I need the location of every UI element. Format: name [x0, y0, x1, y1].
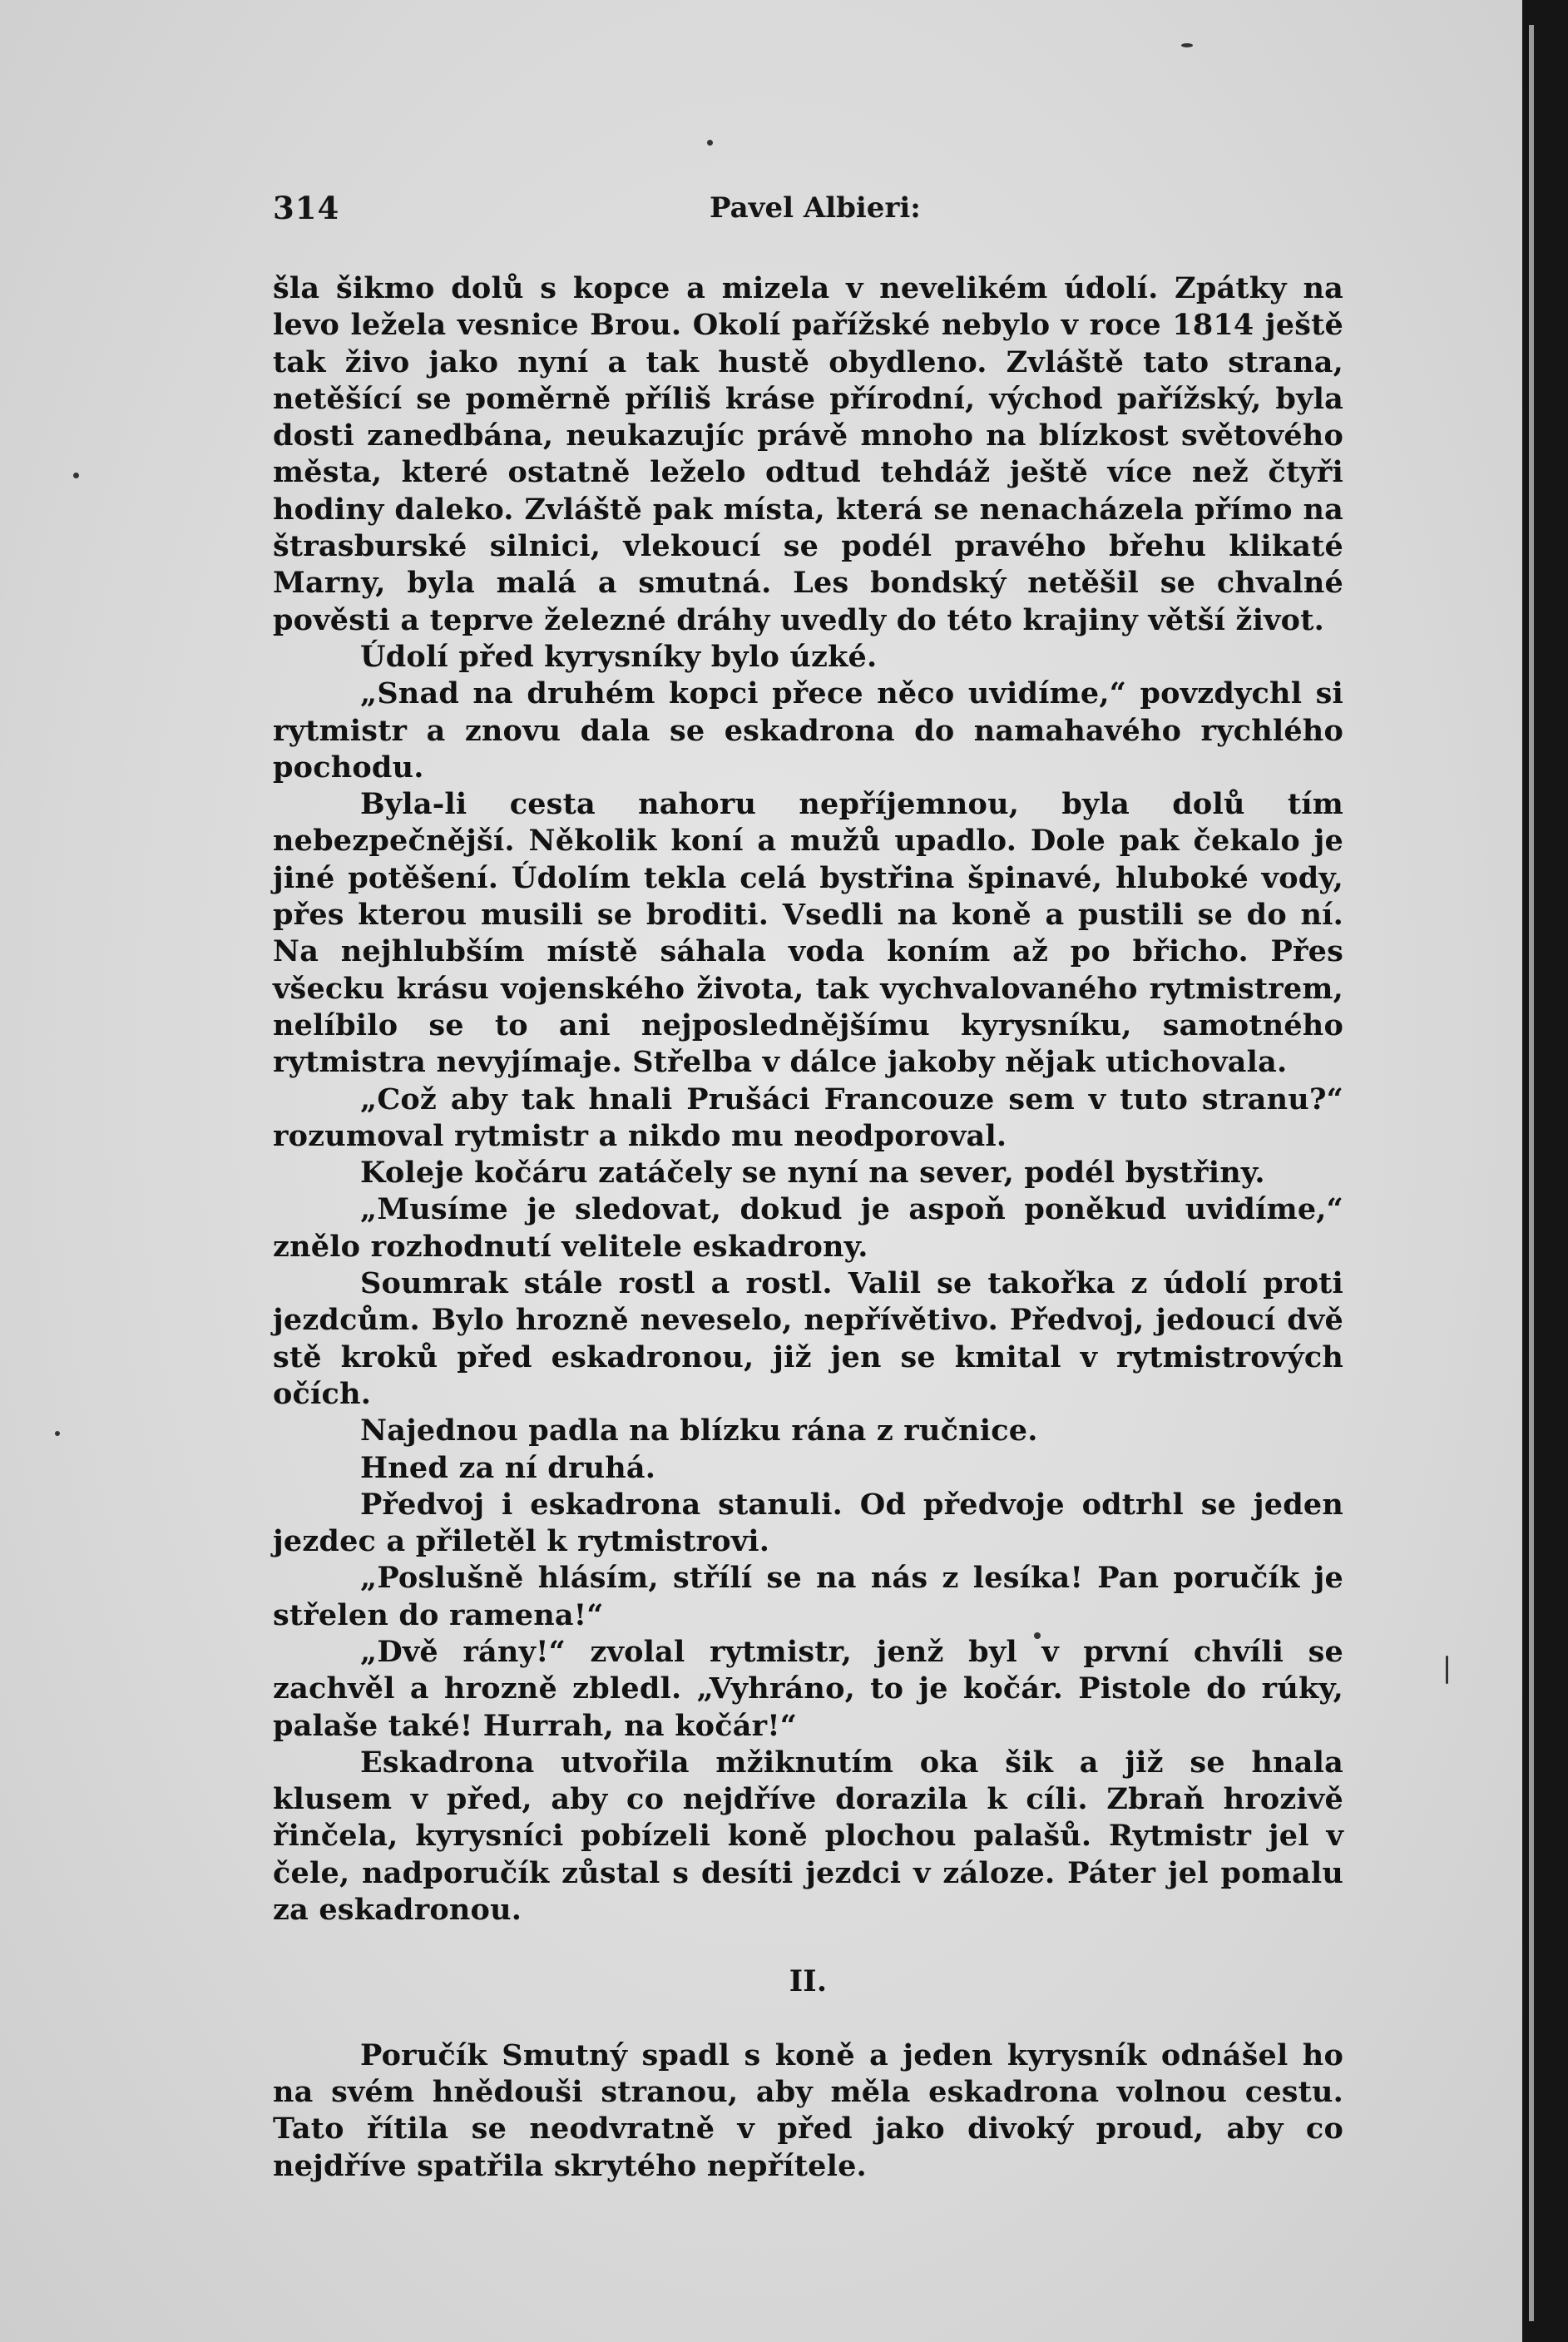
paragraph: Najednou padla na blízku rána z ručnice.	[360, 1414, 1038, 1448]
paragraph: Hned za ní druhá.	[360, 1450, 656, 1485]
page-number: 314	[273, 190, 340, 226]
paragraph: šla šikmo dolů s kopce a mizela v nevelikém údolí. Zpátky na levo ležela vesnice Brou. Okolí pařížské nebylo v roce 1814 ještě tak živo jako nyní a tak hustě obydleno. Zvláště tato strana, netěšící se poměrně příliš kráse přírodní, východ pařížský, byla dosti zanedbána, neukazujíc právě mnoho na blízkost světového města, které ostatně leželo odtud tehdáž ještě více než čtyři hodiny daleko. Zvláště pak místa, která se nenacházela přímo na štrasburské silnici, vlekoucí se podél pravého břehu klikaté Marny, byla malá a smutná. Les bondský netěšil se chvalné pověsti a teprve železné dráhy uvedly do této krajiny větší život.	[273, 271, 1343, 637]
paragraph: „Dvě rány!“ zvolal rytmistr, jenž byl v první chvíli se zachvěl a hrozně zbledl. „Vyhráno, to je kočár. Pistole do rúky, palaše také! Hurrah, na kočár!“	[273, 1634, 1343, 1743]
paragraph: Poručík Smutný spadl s koně a jeden kyrysník odnášel ho na svém hnědouši stranou, aby měla eskadrona volnou cestu. Tato řítila se neodvratně v před jako divoký proud, aby co nejdříve spatřila skrytého nepřítele.	[273, 2037, 1343, 2183]
paragraph: Údolí před kyrysníky bylo úzké.	[360, 639, 878, 674]
dust-speck	[1446, 1656, 1448, 1684]
paragraph: Soumrak stále rostl a rostl. Valil se takořka z údolí proti jezdcům. Bylo hrozně neveselo, nepřívětivo. Předvoj, jedoucí dvě stě kroků před eskadronou, již jen se kmital v rytmistrových očích.	[273, 1266, 1343, 1411]
body-text	[273, 270, 1343, 2185]
dust-speck	[1181, 43, 1193, 47]
page-header	[273, 190, 1354, 240]
paragraph: Eskadrona utvořila mžiknutím oka šik a již se hnala klusem v před, aby co nejdříve dorazila k cíli. Zbraň hrozivě řinčela, kyrysníci pobízeli koně plochou palašů. Rytmistr jel v čele, nadporučík zůstal s desíti jezdci v záloze. Páter jel pomalu za eskadronou.	[273, 1745, 1343, 1928]
adjacent-page-edge	[1529, 25, 1534, 2321]
running-title: Pavel Albieri:	[710, 191, 921, 225]
paragraph: Předvoj i eskadrona stanuli. Od předvoje odtrhl se jeden jezdec a přiletěl k rytmistrovi.	[273, 1487, 1343, 1559]
paragraph: „Poslušně hlásím, střílí se na nás z lesíka! Pan poručík je střelen do ramena!“	[273, 1561, 1343, 1632]
dust-speck	[73, 473, 79, 478]
paragraph: Koleje kočáru zatáčely se nyní na sever, podél bystřiny.	[360, 1156, 1265, 1191]
dust-speck	[55, 1431, 60, 1436]
dust-speck	[707, 140, 713, 146]
paragraph: „Což aby tak hnali Prušáci Francouze sem v tuto stranu?“ rozumoval rytmistr a nikdo mu neodporoval.	[273, 1082, 1343, 1153]
paragraph: „Musíme je sledovat, dokud je aspoň poněkud uvidíme,“ znělo rozhodnutí velitele eskadrony.	[273, 1192, 1343, 1264]
paragraph: „Snad na druhém kopci přece něco uvidíme,“ povzdychl si rytmistr a znovu dala se eskadrona do namahavého rychlého pochodu.	[273, 676, 1343, 785]
paragraph: Byla-li cesta nahoru nepříjemnou, byla dolů tím nebezpečnější. Několik koní a mužů upadlo. Dole pak čekalo je jiné potěšení. Údolím tekla celá bystřina špinavé, hluboké vody, přes kterou musili se broditi. Vsedli na koně a pustili se do ní. Na nejhlubším místě sáhala voda koním až po břicho. Přes všecku krásu vojenského života, tak vychvalovaného rytmistrem, nelíbilo se to ani nejposlednějšímu kyrysníku, samotného rytmistra nevyjímaje. Střelba v dálce jakoby nějak utichovala.	[273, 787, 1343, 1080]
section-heading: II.	[789, 1964, 828, 1999]
